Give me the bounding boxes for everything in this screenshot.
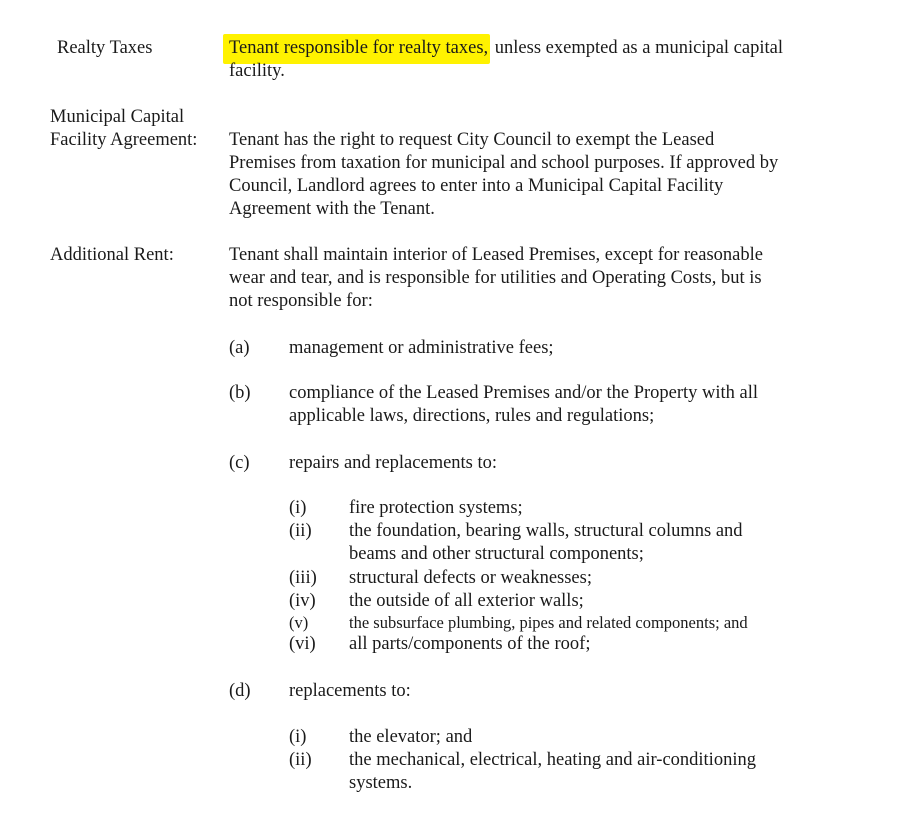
additional-rent-label: Additional Rent: bbox=[50, 245, 174, 265]
item-d-marker: (d) bbox=[229, 681, 251, 701]
c-sub-vi-text: all parts/components of the roof; bbox=[349, 634, 591, 654]
mcfa-text-line4: Agreement with the Tenant. bbox=[229, 199, 435, 219]
d-sub-ii-marker: (ii) bbox=[289, 750, 312, 770]
item-b-text-line1: compliance of the Leased Premises and/or the Property with all bbox=[289, 383, 759, 403]
mcfa-text-line2: Premises from taxation for municipal and school purposes. If approved by bbox=[229, 153, 779, 173]
item-c-text: repairs and replacements to: bbox=[289, 453, 498, 473]
c-sub-i-text: fire protection systems; bbox=[349, 498, 523, 518]
item-a-marker: (a) bbox=[229, 338, 250, 358]
item-b-text-line2: applicable laws, directions, rules and regulations; bbox=[289, 406, 655, 426]
additional-rent-text-line2: wear and tear, and is responsible for utilities and Operating Costs, but is bbox=[229, 268, 762, 288]
c-sub-v-marker: (v) bbox=[289, 613, 309, 632]
realty-taxes-text-line2: facility. bbox=[229, 61, 285, 81]
c-sub-ii-marker: (ii) bbox=[289, 521, 312, 541]
mcfa-text-line3: Council, Landlord agrees to enter into a Municipal Capital Facility bbox=[229, 176, 724, 196]
c-sub-i-marker: (i) bbox=[289, 498, 307, 518]
item-b-marker: (b) bbox=[229, 383, 251, 403]
d-sub-i-text: the elevator; and bbox=[349, 727, 473, 747]
c-sub-iv-text: the outside of all exterior walls; bbox=[349, 591, 584, 611]
highlighted-text: Tenant responsible for realty taxes, bbox=[223, 34, 490, 64]
c-sub-iii-text: structural defects or weaknesses; bbox=[349, 568, 592, 588]
realty-taxes-text-line1 bbox=[229, 37, 783, 60]
d-sub-ii-text-line2: systems. bbox=[349, 773, 413, 793]
mcfa-label-line2: Facility Agreement: bbox=[50, 130, 198, 150]
item-d-text: replacements to: bbox=[289, 681, 411, 701]
c-sub-iv-marker: (iv) bbox=[289, 591, 316, 611]
c-sub-vi-marker: (vi) bbox=[289, 634, 316, 654]
d-sub-i-marker: (i) bbox=[289, 727, 307, 747]
additional-rent-text-line3: not responsible for: bbox=[229, 291, 373, 311]
mcfa-text-line1: Tenant has the right to request City Council to exempt the Leased bbox=[229, 130, 715, 150]
realty-taxes-text-rest: unless exempted as a municipal capital bbox=[490, 38, 783, 58]
c-sub-ii-text-line1: the foundation, bearing walls, structural columns and bbox=[349, 521, 743, 541]
additional-rent-text-line1: Tenant shall maintain interior of Leased Premises, except for reasonable bbox=[229, 245, 763, 265]
realty-taxes-label: Realty Taxes bbox=[57, 38, 153, 58]
d-sub-ii-text-line1: the mechanical, electrical, heating and air-conditioning bbox=[349, 750, 756, 770]
c-sub-v-text: the subsurface plumbing, pipes and related components; and bbox=[349, 613, 748, 632]
c-sub-iii-marker: (iii) bbox=[289, 568, 317, 588]
mcfa-label-line1: Municipal Capital bbox=[50, 107, 185, 127]
item-a-text: management or administrative fees; bbox=[289, 338, 554, 358]
c-sub-ii-text-line2: beams and other structural components; bbox=[349, 544, 644, 564]
item-c-marker: (c) bbox=[229, 453, 250, 473]
